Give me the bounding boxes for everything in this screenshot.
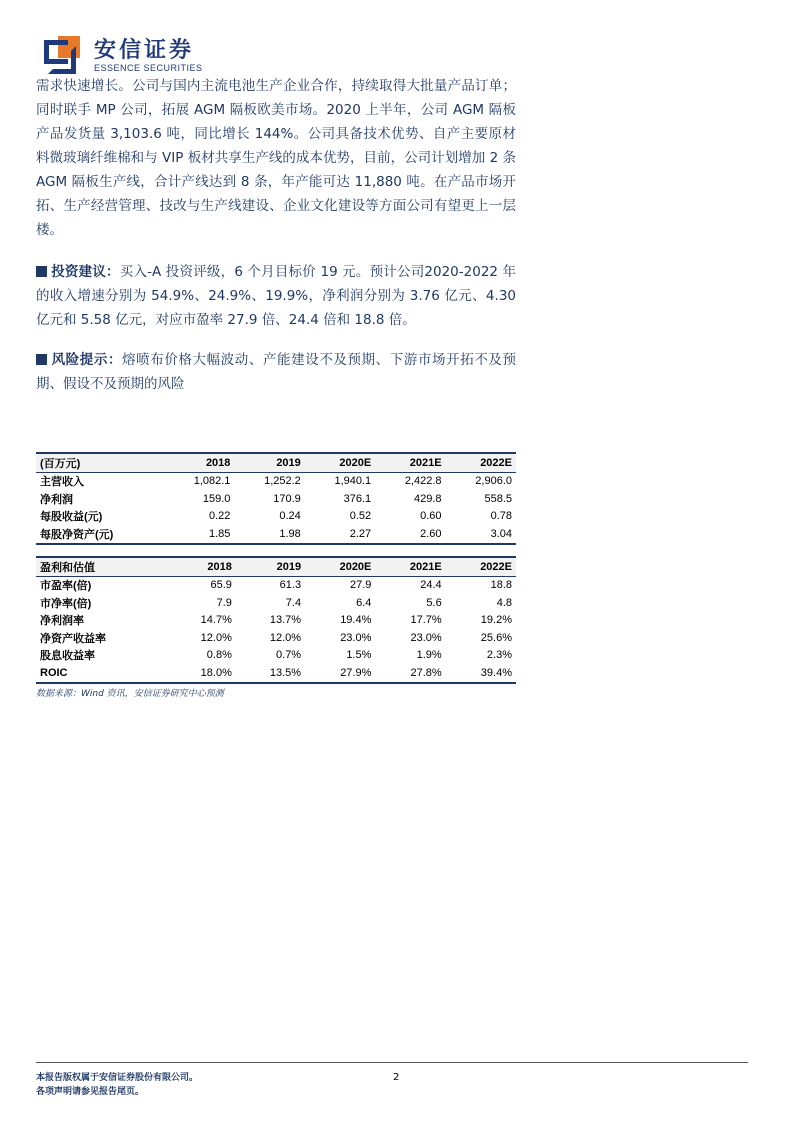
table-cell: 1,082.1 xyxy=(193,475,231,488)
bullet-square-icon xyxy=(36,266,47,277)
table-cell: 0.60 xyxy=(420,510,442,523)
table-cell: 376.1 xyxy=(343,492,372,505)
table-cell: 净资产收益率 xyxy=(40,632,106,645)
table-header-cell: 2019 xyxy=(234,453,304,472)
table-cell: 13.7% xyxy=(269,614,302,627)
table-cell: 24.4 xyxy=(420,579,442,592)
table-cell: 0.8% xyxy=(206,649,232,662)
table-cell: 3.04 xyxy=(446,525,516,544)
financial-summary-table xyxy=(36,452,516,545)
table-cell: 12.0% xyxy=(200,631,232,644)
risk-warning-label: 风险提示： xyxy=(51,352,123,368)
table-cell: 25.6% xyxy=(480,631,512,644)
table-header-cell: 2022E xyxy=(446,557,516,576)
table-cell: 23.0% xyxy=(340,631,372,644)
table-header-cell: 2020E xyxy=(305,453,375,472)
table-cell: 27.8% xyxy=(375,664,445,683)
table-cell: 7.4 xyxy=(285,596,302,609)
table-cell: 4.8 xyxy=(496,596,512,609)
table-header-cell: 2021E xyxy=(375,453,445,472)
logo-english-name: ESSENCE SECURITIES xyxy=(94,63,203,73)
table-cell: 1.98 xyxy=(234,525,304,544)
valuation-table xyxy=(36,556,516,684)
table-cell: 61.3 xyxy=(279,579,302,592)
table-cell: 2.3% xyxy=(486,649,512,662)
table-header-row xyxy=(36,453,516,472)
bullet-square-icon xyxy=(36,354,47,365)
table-cell: 每股收益(元) xyxy=(40,511,103,524)
table-cell: 27.9% xyxy=(305,664,375,683)
table-header-row xyxy=(36,557,516,576)
table-row xyxy=(36,664,516,683)
table-cell: 27.9 xyxy=(349,579,372,592)
investment-advice-label: 投资建议： xyxy=(51,264,120,280)
table-cell: 1,940.1 xyxy=(334,475,372,488)
table-row xyxy=(36,647,516,665)
table-cell: 5.6 xyxy=(426,596,442,609)
table-cell: 12.0% xyxy=(269,631,302,644)
table-cell: 1.5% xyxy=(346,649,372,662)
footer-disclaimer-note: 各项声明请参见报告尾页。 xyxy=(36,1087,145,1097)
table-cell: 2,906.0 xyxy=(475,475,512,488)
table-cell: 市净率(倍) xyxy=(40,597,92,610)
table-cell: 6.4 xyxy=(356,596,372,609)
table-cell: 0.52 xyxy=(349,510,372,523)
data-source-note: 数据来源：Wind 资讯，安信证券研究中心预测 xyxy=(36,689,224,699)
table-row xyxy=(36,576,516,594)
table-cell: 0.24 xyxy=(279,510,301,523)
table-cell: 429.8 xyxy=(414,492,442,505)
table-cell: 7.9 xyxy=(216,596,232,609)
risk-warning-paragraph xyxy=(36,348,516,396)
table-cell: ROIC xyxy=(36,664,167,683)
table-cell: 18.8 xyxy=(490,579,512,592)
table-cell: 0.7% xyxy=(276,649,302,662)
table-row xyxy=(36,612,516,630)
table-cell: 2.27 xyxy=(305,525,375,544)
table-cell: 2.60 xyxy=(375,525,445,544)
table-cell: 主营收入 xyxy=(40,476,84,489)
table-cell: 1.85 xyxy=(164,525,234,544)
risk-warning-text: 熔喷布价格大幅波动、产能建设不及预期、下游市场开拓不及预期、假设不及预期的风险 xyxy=(36,352,517,392)
table-header-cell: 2020E xyxy=(305,557,375,576)
body-paragraph-1: 需求快速增长。公司与国内主流电池生产企业合作，持续取得大批量产品订单；同时联手 MP 公司，拓展 AGM 隔板欧美市场。2020 上半年，公司 AGM 隔板产品发货量 3,103.6 吨，同比增长 144%。公司具备技术优势、自产主要原材料微玻璃纤维棉和与 VIP 板材共享生产线的成本优势，目前，公司计划增加 2 条 AGM 隔板生产线，合计产线达到 8 条，年产能可达 11,880 吨。在产品市场开拓、生产经营管理、技改与生产线建设、企业文化建设等方面公司有望更上一层楼。 xyxy=(36,78,516,238)
table-cell: 65.9 xyxy=(210,579,232,592)
table-cell: 19.2% xyxy=(480,614,512,627)
table-row xyxy=(36,508,516,526)
table-cell: 0.78 xyxy=(490,510,512,523)
table-row xyxy=(36,472,516,490)
table-cell: 17.7% xyxy=(410,614,442,627)
investment-advice-paragraph xyxy=(36,260,516,332)
table-header-cell: 盈利和估值 xyxy=(36,557,167,576)
table-cell: 1.9% xyxy=(416,649,442,662)
table-cell: 18.0% xyxy=(167,664,236,683)
company-logo xyxy=(44,36,203,76)
table-cell: 39.4% xyxy=(446,664,516,683)
table-cell: 净利润率 xyxy=(40,615,84,628)
table-cell: 19.4% xyxy=(340,614,372,627)
table-row xyxy=(36,525,516,544)
table-cell: 2,422.8 xyxy=(404,475,442,488)
logo-mark-icon xyxy=(44,36,84,76)
table-cell: 170.9 xyxy=(273,492,301,505)
page-number: 2 xyxy=(393,1072,400,1083)
table-header-cell: 2018 xyxy=(164,453,234,472)
table-row xyxy=(36,629,516,647)
table-cell: 1,252.2 xyxy=(264,475,301,488)
table-cell: 14.7% xyxy=(200,614,232,627)
table-cell: 0.22 xyxy=(209,510,231,523)
table-cell: 558.5 xyxy=(484,492,512,505)
table-cell: 股息收益率 xyxy=(40,650,95,663)
table-cell: 每股净资产(元) xyxy=(36,525,164,544)
footer-copyright: 本报告版权属于安信证券股份有限公司。 xyxy=(36,1073,199,1083)
table-cell: 净利润 xyxy=(40,493,73,506)
table-header-cell: 2021E xyxy=(375,557,445,576)
table-cell: 市盈率(倍) xyxy=(40,580,92,593)
table-header-cell: 2022E xyxy=(446,453,516,472)
footer-divider xyxy=(36,1062,748,1063)
table-header-cell: 2019 xyxy=(236,557,305,576)
table-cell: 13.5% xyxy=(236,664,305,683)
investment-advice-text: 买入-A 投资评级，6 个月目标价 19 元。预计公司2020-2022 年的收入增速分别为 54.9%、24.9%、19.9%，净利润分别为 3.76 亿元、4.30 亿元和 5.58 亿元，对应市盈率 27.9 倍、24.4 倍和 18.8 倍。 xyxy=(36,264,516,328)
table-header-cell: 2018 xyxy=(167,557,236,576)
table-cell: 159.0 xyxy=(202,492,231,505)
table-header-cell: (百万元) xyxy=(36,453,164,472)
table-row xyxy=(36,490,516,508)
table-cell: 23.0% xyxy=(410,631,442,644)
table-row xyxy=(36,594,516,612)
logo-chinese-name: 安信证券 xyxy=(94,38,195,63)
